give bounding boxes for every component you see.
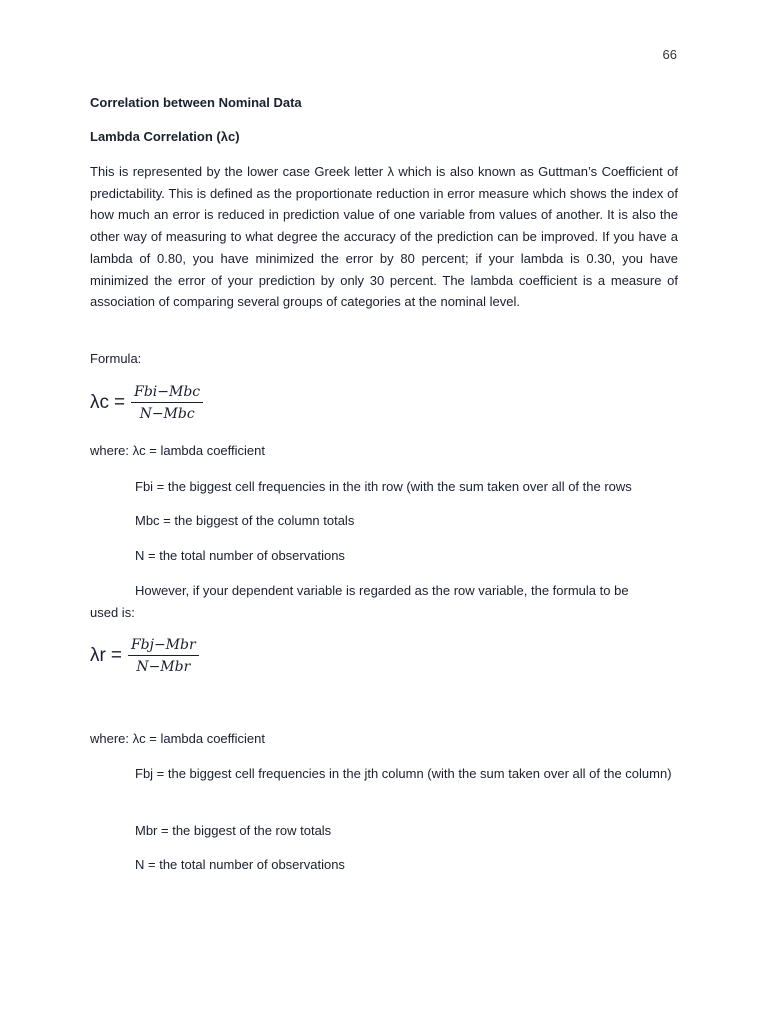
- subsection-heading: Lambda Correlation (λc): [90, 129, 240, 144]
- however-line-continued: used is:: [90, 605, 135, 620]
- definition-line: Fbi = the biggest cell frequencies in the ith row (with the sum taken over all of the rows: [135, 479, 632, 494]
- formula-numerator: Fbi−Mbc: [131, 384, 203, 403]
- formula-equals: =: [114, 392, 126, 413]
- definition-line: N = the total number of observations: [135, 548, 345, 563]
- formula-equals: =: [110, 645, 122, 666]
- where-line: where: λc = lambda coefficient: [90, 731, 265, 746]
- formula-label: Formula:: [90, 351, 142, 366]
- formula-lhs: λc: [90, 392, 109, 413]
- formula-denominator: N−Mbc: [139, 406, 195, 422]
- page-number: 66: [662, 47, 677, 62]
- definition-line: Fbj = the biggest cell frequencies in the jth column (with the sum taken over all of the column): [135, 766, 672, 781]
- formula-fraction: [128, 637, 199, 675]
- formula-fraction: [131, 384, 203, 422]
- formula-denominator: N−Mbr: [136, 659, 191, 675]
- lambda-r-formula: [90, 637, 199, 675]
- section-heading: Correlation between Nominal Data: [90, 95, 302, 110]
- lambda-c-formula: [90, 384, 203, 422]
- formula-lhs: λr: [90, 645, 106, 666]
- definition-line: Mbr = the biggest of the row totals: [135, 823, 332, 838]
- formula-numerator: Fbj−Mbr: [128, 637, 199, 656]
- definition-line: N = the total number of observations: [135, 857, 345, 872]
- definition-line: Mbc = the biggest of the column totals: [135, 513, 355, 528]
- where-line: where: λc = lambda coefficient: [90, 443, 265, 458]
- intro-paragraph: This is represented by the lower case Greek letter λ which is also known as Guttman’s Coefficient of predictability. This is defined as the proportionate reduction in error measure which shows the index of how much an error is reduced in prediction value of one variable from values of another. It is also the other way of measuring to what degree the accuracy of the prediction can be improved. If you have a lambda of 0.80, you have minimized the error by 80 percent; if your lambda is 0.30, you have minimized the error of your prediction by only 30 percent. The lambda coefficient is a measure of association of comparing several groups of categories at the nominal level.: [90, 164, 678, 310]
- however-line: However, if your dependent variable is regarded as the row variable, the formula to be: [135, 583, 629, 598]
